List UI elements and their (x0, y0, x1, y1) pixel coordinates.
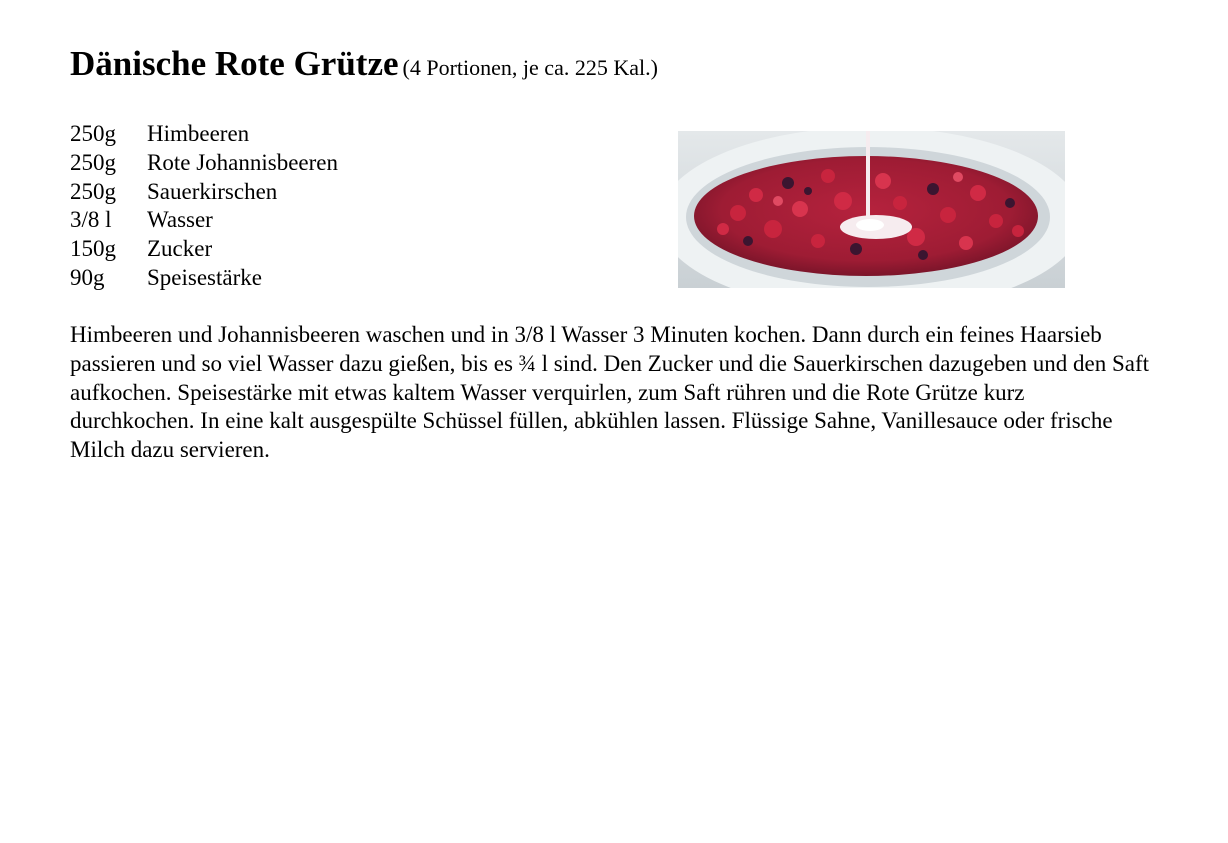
recipe-title: Dänische Rote Grütze (70, 44, 399, 83)
ingredient-amount: 250g (70, 121, 116, 146)
ingredient-amount: 90g (70, 264, 105, 290)
ingredient-row (70, 120, 338, 149)
recipe-title-line (70, 44, 658, 84)
ingredient-amount: 250g (70, 178, 116, 204)
ingredient-amount: 3/8 l (70, 207, 112, 233)
ingredient-row (70, 178, 338, 207)
milk-splash-highlight (856, 219, 884, 231)
bowl-illustration (678, 131, 1065, 288)
ingredient-amount: 250g (70, 149, 116, 175)
ingredient-row (70, 264, 338, 293)
ingredient-name: Wasser (147, 207, 213, 233)
ingredient-name: Rote Johannisbeeren (147, 149, 338, 175)
milk-stream (866, 131, 870, 221)
ingredient-row (70, 206, 338, 235)
ingredient-row (70, 149, 338, 178)
ingredient-amount: 150g (70, 236, 116, 262)
ingredient-name: Speisestärke (147, 264, 262, 290)
recipe-subtitle: (4 Portionen, je ca. 225 Kal.) (402, 55, 658, 80)
ingredient-name: Zucker (147, 236, 213, 262)
rote-gruetze-photo (678, 131, 1065, 288)
ingredient-name: Himbeeren (147, 121, 250, 146)
ingredient-row (70, 235, 338, 264)
ingredient-name: Sauerkirschen (147, 178, 278, 204)
recipe-instructions: Himbeeren und Johannisbeeren waschen und in 3/8 l Wasser 3 Minuten kochen. Dann durch ein feines Haarsieb passieren und so viel Wasser dazu gießen, bis es ¾ l sind. Den Zucker und die Sauerkirschen dazugeben und den Saft aufkochen. Speisestärke mit etwas kaltem Wasser verquirlen, zum Saft rühren und die Rote Grütze kurz durchkochen. In eine kalt ausgespülte Schüssel füllen, abkühlen lassen. Flüssige Sahne, Vanillesauce oder frische Milch dazu servieren. (70, 322, 1150, 463)
ingredient-list (70, 120, 338, 293)
